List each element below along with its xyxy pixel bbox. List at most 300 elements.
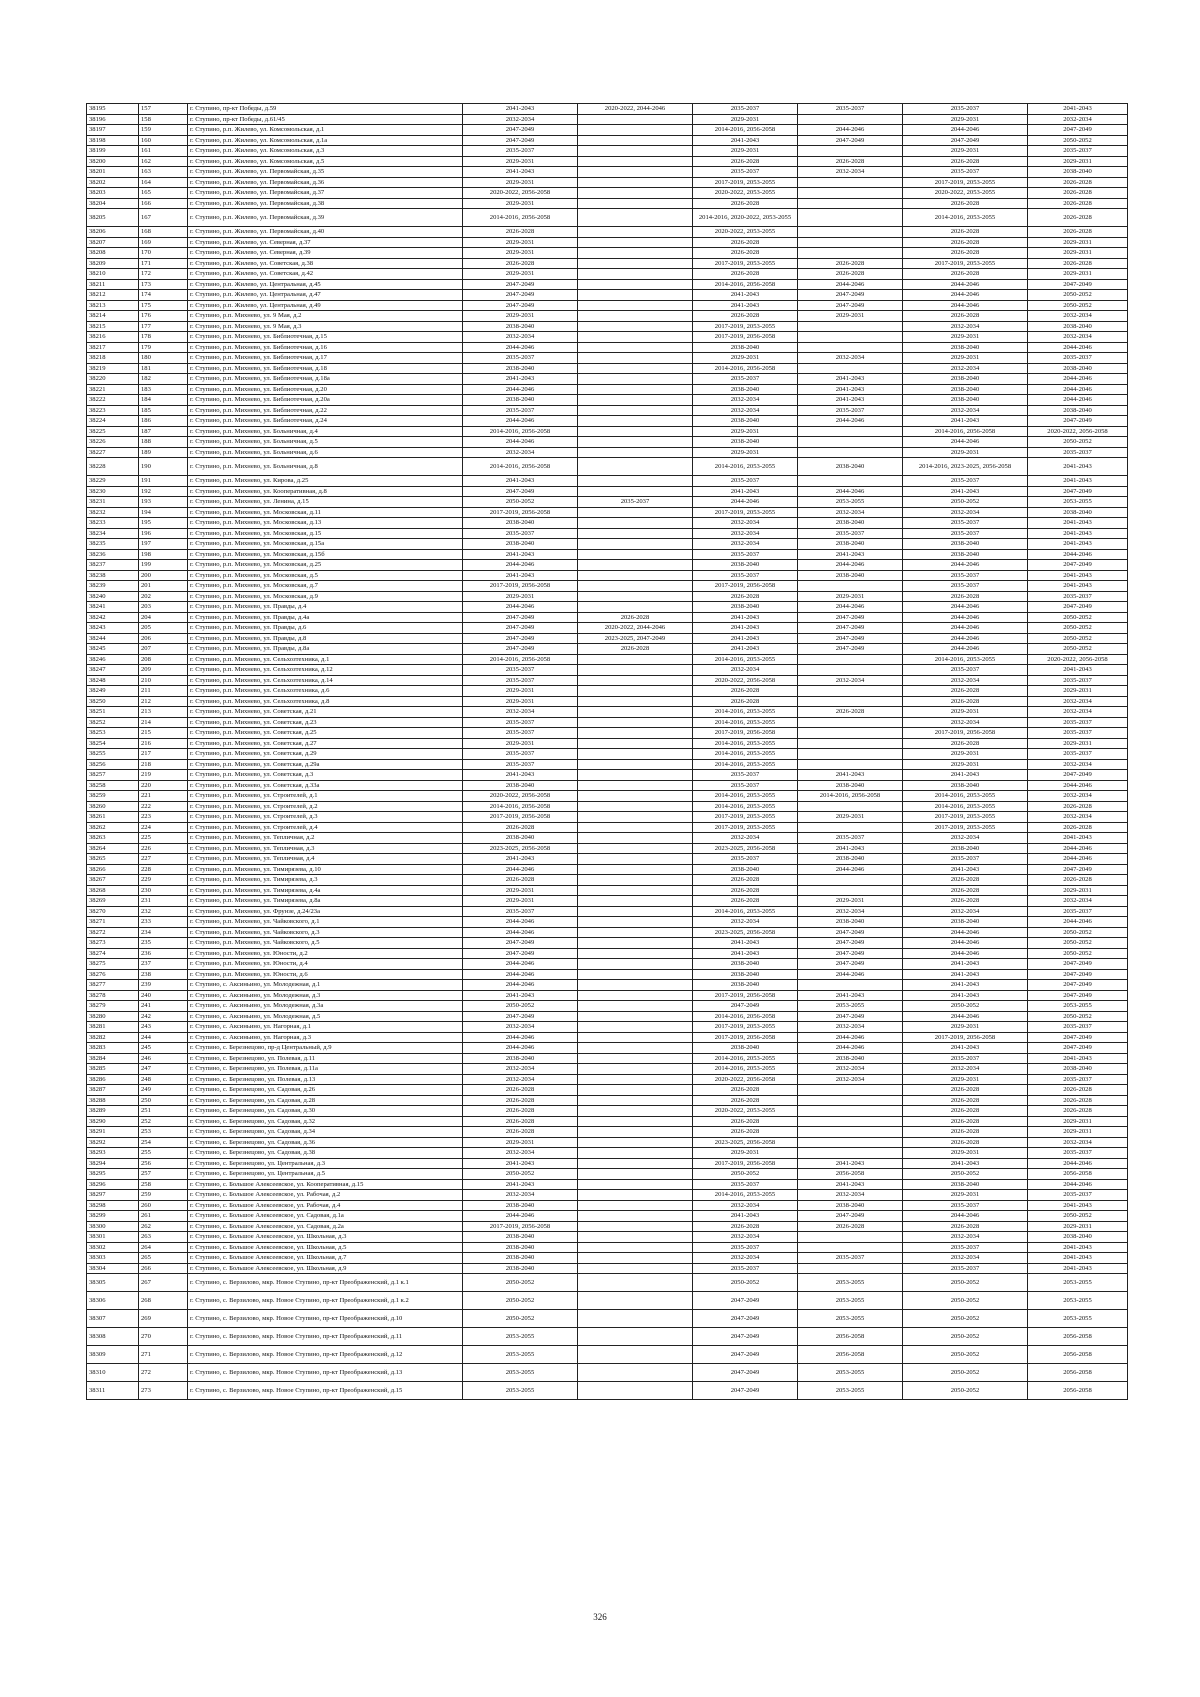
cell-address: г. Ступино, с. Верзилово, мкр. Новое Ступино, пр-кт Преображенский, д.13 bbox=[188, 1364, 463, 1382]
cell-period-5: 2047-2049 bbox=[903, 135, 1028, 146]
cell-row-number: 190 bbox=[139, 458, 188, 476]
cell-period-6: 2029-2031 bbox=[1028, 156, 1128, 167]
table-row bbox=[87, 528, 1128, 539]
cell-period-6: 2038-2040 bbox=[1028, 321, 1128, 332]
cell-row-number: 208 bbox=[139, 654, 188, 665]
cell-period-1: 2026-2028 bbox=[463, 1085, 578, 1096]
cell-period-4 bbox=[798, 717, 903, 728]
cell-period-6: 2038-2040 bbox=[1028, 167, 1128, 178]
cell-period-4: 2038-2040 bbox=[798, 1200, 903, 1211]
cell-row-number: 174 bbox=[139, 290, 188, 301]
cell-address: г. Ступино, с. Большое Алексеевское, ул. Рабочая, д.2 bbox=[188, 1190, 463, 1201]
cell-period-4: 2053-2055 bbox=[798, 497, 903, 508]
cell-registry-number: 38288 bbox=[87, 1095, 139, 1106]
cell-registry-number: 38283 bbox=[87, 1043, 139, 1054]
cell-address: г. Ступино, с. Березнецово, ул. Садовая, д.36 bbox=[188, 1137, 463, 1148]
cell-address: г. Ступино, с. Верзилово, мкр. Новое Ступино, пр-кт Преображенский, д.10 bbox=[188, 1310, 463, 1328]
table-row bbox=[87, 591, 1128, 602]
table-row bbox=[87, 675, 1128, 686]
table-row bbox=[87, 1221, 1128, 1232]
cell-address: г. Ступино, р.п. Михнево, ул. Московская, д.11 bbox=[188, 507, 463, 518]
cell-row-number: 171 bbox=[139, 258, 188, 269]
cell-period-4: 2047-2049 bbox=[798, 1011, 903, 1022]
cell-registry-number: 38280 bbox=[87, 1011, 139, 1022]
cell-period-6: 2026-2028 bbox=[1028, 188, 1128, 199]
cell-period-3: 2026-2028 bbox=[693, 237, 798, 248]
table-row bbox=[87, 864, 1128, 875]
cell-registry-number: 38209 bbox=[87, 258, 139, 269]
cell-row-number: 186 bbox=[139, 416, 188, 427]
cell-registry-number: 38197 bbox=[87, 125, 139, 136]
cell-period-6: 2020-2022, 2056-2058 bbox=[1028, 654, 1128, 665]
cell-registry-number: 38213 bbox=[87, 300, 139, 311]
cell-address: г. Ступино, р.п. Михнево, ул. Больничная, д.6 bbox=[188, 447, 463, 458]
cell-period-3: 2035-2037 bbox=[693, 770, 798, 781]
cell-period-5: 2029-2031 bbox=[903, 707, 1028, 718]
cell-period-2 bbox=[578, 237, 693, 248]
cell-period-6: 2047-2049 bbox=[1028, 486, 1128, 497]
cell-registry-number: 38196 bbox=[87, 114, 139, 125]
cell-period-5: 2035-2037 bbox=[903, 167, 1028, 178]
cell-period-2 bbox=[578, 1074, 693, 1085]
cell-period-4: 2041-2043 bbox=[798, 395, 903, 406]
cell-period-1: 2038-2040 bbox=[463, 321, 578, 332]
cell-period-4: 2032-2034 bbox=[798, 507, 903, 518]
cell-period-3: 2020-2022, 2056-2058 bbox=[693, 1074, 798, 1085]
cell-period-5: 2029-2031 bbox=[903, 759, 1028, 770]
cell-period-6: 2032-2034 bbox=[1028, 896, 1128, 907]
cell-period-3: 2023-2025, 2056-2058 bbox=[693, 1137, 798, 1148]
cell-period-3: 2014-2016, 2053-2055 bbox=[693, 801, 798, 812]
cell-registry-number: 38198 bbox=[87, 135, 139, 146]
cell-row-number: 183 bbox=[139, 384, 188, 395]
cell-period-2 bbox=[578, 416, 693, 427]
cell-address: г. Ступино, р.п. Михнево, ул. Библиотечная, д.20 bbox=[188, 384, 463, 395]
cell-period-5: 2017-2019, 2053-2055 bbox=[903, 258, 1028, 269]
cell-period-3: 2014-2016, 2053-2055 bbox=[693, 749, 798, 760]
cell-period-5: 2044-2046 bbox=[903, 125, 1028, 136]
cell-period-3: 2032-2034 bbox=[693, 1232, 798, 1243]
cell-period-6: 2035-2037 bbox=[1028, 728, 1128, 739]
cell-period-6: 2041-2043 bbox=[1028, 581, 1128, 592]
cell-period-5: 2035-2037 bbox=[903, 581, 1028, 592]
table-row bbox=[87, 539, 1128, 550]
cell-period-2 bbox=[578, 980, 693, 991]
cell-period-3: 2026-2028 bbox=[693, 875, 798, 886]
cell-period-5: 2038-2040 bbox=[903, 374, 1028, 385]
cell-period-5: 2032-2034 bbox=[903, 675, 1028, 686]
cell-period-3: 2038-2040 bbox=[693, 864, 798, 875]
cell-row-number: 240 bbox=[139, 990, 188, 1001]
cell-period-2 bbox=[578, 1043, 693, 1054]
cell-address: г. Ступино, р.п. Михнево, ул. 9 Мая, д.3 bbox=[188, 321, 463, 332]
table-row bbox=[87, 518, 1128, 529]
cell-period-1: 2029-2031 bbox=[463, 738, 578, 749]
cell-period-2: 2026-2028 bbox=[578, 612, 693, 623]
cell-period-1: 2038-2040 bbox=[463, 395, 578, 406]
cell-row-number: 232 bbox=[139, 906, 188, 917]
cell-period-4: 2044-2046 bbox=[798, 864, 903, 875]
cell-period-5: 2035-2037 bbox=[903, 476, 1028, 487]
table-row bbox=[87, 1263, 1128, 1274]
cell-period-5: 2044-2046 bbox=[903, 644, 1028, 655]
cell-period-4 bbox=[798, 1106, 903, 1117]
cell-period-5: 2032-2034 bbox=[903, 1232, 1028, 1243]
table-row bbox=[87, 476, 1128, 487]
cell-period-4: 2047-2049 bbox=[798, 135, 903, 146]
cell-registry-number: 38224 bbox=[87, 416, 139, 427]
cell-period-1: 2041-2043 bbox=[463, 990, 578, 1001]
cell-period-2 bbox=[578, 1274, 693, 1292]
cell-address: г. Ступино, с. Верзилово, мкр. Новое Ступино, пр-кт Преображенский, д.1 к.1 bbox=[188, 1274, 463, 1292]
cell-address: г. Ступино, пр-кт Победы, д.61/45 bbox=[188, 114, 463, 125]
table-row bbox=[87, 1169, 1128, 1180]
cell-row-number: 215 bbox=[139, 728, 188, 739]
cell-address: г. Ступино, р.п. Михнево, ул. Кооперативная, д.8 bbox=[188, 486, 463, 497]
cell-period-4: 2035-2037 bbox=[798, 104, 903, 115]
cell-registry-number: 38272 bbox=[87, 927, 139, 938]
cell-address: г. Ступино, с. Аксиньино, ул. Нагорная, д.1 bbox=[188, 1022, 463, 1033]
cell-period-5: 2050-2052 bbox=[903, 1328, 1028, 1346]
cell-period-2: 2023-2025, 2047-2049 bbox=[578, 633, 693, 644]
cell-period-5: 2035-2037 bbox=[903, 104, 1028, 115]
cell-period-6: 2044-2046 bbox=[1028, 374, 1128, 385]
cell-row-number: 173 bbox=[139, 279, 188, 290]
cell-period-1: 2044-2046 bbox=[463, 416, 578, 427]
cell-registry-number: 38254 bbox=[87, 738, 139, 749]
table-row bbox=[87, 560, 1128, 571]
cell-row-number: 185 bbox=[139, 405, 188, 416]
cell-period-4: 2026-2028 bbox=[798, 269, 903, 280]
cell-address: г. Ступино, с. Березнецово, ул. Садовая, д.38 bbox=[188, 1148, 463, 1159]
cell-period-1: 2041-2043 bbox=[463, 104, 578, 115]
cell-period-6: 2047-2049 bbox=[1028, 770, 1128, 781]
cell-period-5: 2032-2034 bbox=[903, 321, 1028, 332]
cell-address: г. Ступино, р.п. Жилево, ул. Центральная, д.47 bbox=[188, 290, 463, 301]
cell-period-6: 2047-2049 bbox=[1028, 959, 1128, 970]
cell-period-2 bbox=[578, 1106, 693, 1117]
cell-registry-number: 38201 bbox=[87, 167, 139, 178]
cell-period-3: 2038-2040 bbox=[693, 560, 798, 571]
cell-period-6: 2047-2049 bbox=[1028, 560, 1128, 571]
cell-period-3: 2014-2016, 2020-2022, 2053-2055 bbox=[693, 209, 798, 227]
cell-period-4 bbox=[798, 1263, 903, 1274]
table-row bbox=[87, 654, 1128, 665]
cell-registry-number: 38239 bbox=[87, 581, 139, 592]
cell-period-6: 2053-2055 bbox=[1028, 1274, 1128, 1292]
cell-period-4 bbox=[798, 342, 903, 353]
cell-period-2 bbox=[578, 135, 693, 146]
cell-period-6: 2047-2049 bbox=[1028, 602, 1128, 613]
cell-row-number: 222 bbox=[139, 801, 188, 812]
cell-registry-number: 38205 bbox=[87, 209, 139, 227]
cell-period-3: 2032-2034 bbox=[693, 665, 798, 676]
cell-period-3: 2014-2016, 2053-2055 bbox=[693, 707, 798, 718]
table-row bbox=[87, 1190, 1128, 1201]
cell-row-number: 219 bbox=[139, 770, 188, 781]
table-row bbox=[87, 696, 1128, 707]
cell-period-6: 2056-2058 bbox=[1028, 1382, 1128, 1400]
cell-period-6: 2050-2052 bbox=[1028, 290, 1128, 301]
cell-registry-number: 38203 bbox=[87, 188, 139, 199]
cell-address: г. Ступино, р.п. Михнево, ул. Сельхозтехника, д.1 bbox=[188, 654, 463, 665]
cell-period-6: 2035-2037 bbox=[1028, 591, 1128, 602]
cell-row-number: 259 bbox=[139, 1190, 188, 1201]
cell-period-1: 2053-2055 bbox=[463, 1346, 578, 1364]
cell-period-6: 2050-2052 bbox=[1028, 1211, 1128, 1222]
cell-address: г. Ступино, р.п. Жилево, ул. Комсомольская, д.3 bbox=[188, 146, 463, 157]
cell-period-6: 2050-2052 bbox=[1028, 948, 1128, 959]
cell-registry-number: 38222 bbox=[87, 395, 139, 406]
cell-period-4 bbox=[798, 437, 903, 448]
cell-period-6: 2038-2040 bbox=[1028, 507, 1128, 518]
cell-row-number: 272 bbox=[139, 1364, 188, 1382]
cell-period-4: 2053-2055 bbox=[798, 1274, 903, 1292]
cell-registry-number: 38304 bbox=[87, 1263, 139, 1274]
cell-registry-number: 38255 bbox=[87, 749, 139, 760]
cell-row-number: 262 bbox=[139, 1221, 188, 1232]
cell-period-4: 2047-2049 bbox=[798, 623, 903, 634]
cell-period-5: 2026-2028 bbox=[903, 1127, 1028, 1138]
cell-period-2 bbox=[578, 728, 693, 739]
cell-registry-number: 38228 bbox=[87, 458, 139, 476]
cell-period-2 bbox=[578, 405, 693, 416]
cell-period-1: 2029-2031 bbox=[463, 896, 578, 907]
cell-period-5: 2035-2037 bbox=[903, 1263, 1028, 1274]
cell-registry-number: 38240 bbox=[87, 591, 139, 602]
table-row bbox=[87, 759, 1128, 770]
cell-period-3: 2050-2052 bbox=[693, 1169, 798, 1180]
cell-period-1: 2050-2052 bbox=[463, 1001, 578, 1012]
cell-period-4: 2038-2040 bbox=[798, 570, 903, 581]
table-row bbox=[87, 125, 1128, 136]
cell-period-5: 2041-2043 bbox=[903, 770, 1028, 781]
cell-period-4: 2032-2034 bbox=[798, 675, 903, 686]
table-row bbox=[87, 177, 1128, 188]
cell-row-number: 238 bbox=[139, 969, 188, 980]
cell-address: г. Ступино, с. Верзилово, мкр. Новое Ступино, пр-кт Преображенский, д.11 bbox=[188, 1328, 463, 1346]
cell-period-5: 2044-2046 bbox=[903, 279, 1028, 290]
cell-period-2 bbox=[578, 486, 693, 497]
cell-period-2 bbox=[578, 125, 693, 136]
cell-period-5: 2038-2040 bbox=[903, 917, 1028, 928]
cell-period-5: 2026-2028 bbox=[903, 591, 1028, 602]
cell-period-5: 2029-2031 bbox=[903, 447, 1028, 458]
cell-period-4 bbox=[798, 654, 903, 665]
cell-address: г. Ступино, с. Березнецово, пр-д Центральный, д.9 bbox=[188, 1043, 463, 1054]
cell-period-3: 2047-2049 bbox=[693, 1382, 798, 1400]
cell-period-4: 2053-2055 bbox=[798, 1310, 903, 1328]
cell-period-6: 2044-2046 bbox=[1028, 1179, 1128, 1190]
cell-registry-number: 38265 bbox=[87, 854, 139, 865]
cell-period-2 bbox=[578, 227, 693, 238]
cell-row-number: 204 bbox=[139, 612, 188, 623]
cell-period-2 bbox=[578, 447, 693, 458]
cell-period-1: 2032-2034 bbox=[463, 1064, 578, 1075]
cell-row-number: 198 bbox=[139, 549, 188, 560]
cell-address: г. Ступино, р.п. Михнево, ул. Юности, д.2 bbox=[188, 948, 463, 959]
cell-address: г. Ступино, р.п. Михнево, ул. Юности, д.4 bbox=[188, 959, 463, 970]
cell-period-4 bbox=[798, 665, 903, 676]
cell-period-3: 2032-2034 bbox=[693, 1200, 798, 1211]
cell-period-3: 2047-2049 bbox=[693, 1292, 798, 1310]
cell-period-6: 2041-2043 bbox=[1028, 518, 1128, 529]
cell-period-5: 2044-2046 bbox=[903, 938, 1028, 949]
cell-row-number: 210 bbox=[139, 675, 188, 686]
cell-registry-number: 38306 bbox=[87, 1292, 139, 1310]
cell-registry-number: 38287 bbox=[87, 1085, 139, 1096]
cell-period-1: 2038-2040 bbox=[463, 518, 578, 529]
cell-period-3: 2041-2043 bbox=[693, 290, 798, 301]
cell-period-2 bbox=[578, 1382, 693, 1400]
cell-period-3: 2017-2019, 2056-2058 bbox=[693, 332, 798, 343]
cell-period-5: 2032-2034 bbox=[903, 363, 1028, 374]
cell-period-5: 2026-2028 bbox=[903, 896, 1028, 907]
table-row bbox=[87, 426, 1128, 437]
cell-period-2 bbox=[578, 1211, 693, 1222]
cell-period-6: 2029-2031 bbox=[1028, 237, 1128, 248]
table-row bbox=[87, 770, 1128, 781]
cell-registry-number: 38244 bbox=[87, 633, 139, 644]
cell-registry-number: 38261 bbox=[87, 812, 139, 823]
cell-registry-number: 38200 bbox=[87, 156, 139, 167]
cell-address: г. Ступино, р.п. Михнево, ул. Сельхозтехника, д.14 bbox=[188, 675, 463, 686]
cell-row-number: 159 bbox=[139, 125, 188, 136]
cell-period-5: 2044-2046 bbox=[903, 1011, 1028, 1022]
cell-row-number: 211 bbox=[139, 686, 188, 697]
cell-period-1: 2041-2043 bbox=[463, 1179, 578, 1190]
cell-period-4: 2032-2034 bbox=[798, 1064, 903, 1075]
cell-period-4: 2038-2040 bbox=[798, 780, 903, 791]
cell-period-1: 2029-2031 bbox=[463, 269, 578, 280]
cell-period-3: 2029-2031 bbox=[693, 353, 798, 364]
table-row bbox=[87, 665, 1128, 676]
cell-row-number: 227 bbox=[139, 854, 188, 865]
cell-period-1: 2044-2046 bbox=[463, 917, 578, 928]
cell-period-5: 2020-2022, 2053-2055 bbox=[903, 188, 1028, 199]
cell-period-3: 2050-2052 bbox=[693, 1274, 798, 1292]
cell-period-3: 2041-2043 bbox=[693, 633, 798, 644]
cell-period-6: 2032-2034 bbox=[1028, 791, 1128, 802]
cell-period-3: 2041-2043 bbox=[693, 486, 798, 497]
table-row bbox=[87, 227, 1128, 238]
table-row bbox=[87, 279, 1128, 290]
cell-registry-number: 38268 bbox=[87, 885, 139, 896]
cell-period-5: 2050-2052 bbox=[903, 1292, 1028, 1310]
table-row bbox=[87, 969, 1128, 980]
cell-address: г. Ступино, р.п. Михнево, ул. Библиотечная, д.15 bbox=[188, 332, 463, 343]
cell-period-6: 2044-2046 bbox=[1028, 395, 1128, 406]
cell-registry-number: 38295 bbox=[87, 1169, 139, 1180]
cell-period-3: 2044-2046 bbox=[693, 497, 798, 508]
table-row bbox=[87, 738, 1128, 749]
cell-registry-number: 38298 bbox=[87, 1200, 139, 1211]
table-row bbox=[87, 507, 1128, 518]
cell-period-2 bbox=[578, 917, 693, 928]
cell-period-3: 2026-2028 bbox=[693, 311, 798, 322]
cell-period-1: 2029-2031 bbox=[463, 885, 578, 896]
cell-address: г. Ступино, с. Верзилово, мкр. Новое Ступино, пр-кт Преображенский, д.1 к.2 bbox=[188, 1292, 463, 1310]
cell-period-6: 2038-2040 bbox=[1028, 1064, 1128, 1075]
cell-period-2 bbox=[578, 1346, 693, 1364]
cell-address: г. Ступино, с. Березнецово, ул. Полевая, д.11а bbox=[188, 1064, 463, 1075]
cell-period-3: 2014-2016, 2056-2058 bbox=[693, 125, 798, 136]
cell-address: г. Ступино, р.п. Михнево, ул. Сельхозтехника, д.8 bbox=[188, 696, 463, 707]
cell-period-1: 2017-2019, 2056-2058 bbox=[463, 581, 578, 592]
cell-registry-number: 38285 bbox=[87, 1064, 139, 1075]
cell-period-3: 2029-2031 bbox=[693, 146, 798, 157]
cell-period-6: 2038-2040 bbox=[1028, 1232, 1128, 1243]
cell-period-1: 2038-2040 bbox=[463, 780, 578, 791]
cell-period-6: 2032-2034 bbox=[1028, 1137, 1128, 1148]
cell-period-4: 2026-2028 bbox=[798, 1221, 903, 1232]
cell-period-1: 2053-2055 bbox=[463, 1382, 578, 1400]
cell-address: г. Ступино, р.п. Жилево, ул. Северная, д.39 bbox=[188, 248, 463, 259]
cell-row-number: 194 bbox=[139, 507, 188, 518]
cell-period-1: 2041-2043 bbox=[463, 167, 578, 178]
cell-registry-number: 38293 bbox=[87, 1148, 139, 1159]
cell-registry-number: 38266 bbox=[87, 864, 139, 875]
cell-period-2 bbox=[578, 290, 693, 301]
cell-period-1: 2026-2028 bbox=[463, 822, 578, 833]
cell-period-4 bbox=[798, 696, 903, 707]
table-row bbox=[87, 156, 1128, 167]
table-row bbox=[87, 167, 1128, 178]
cell-period-5: 2014-2016, 2053-2055 bbox=[903, 801, 1028, 812]
table-row bbox=[87, 843, 1128, 854]
cell-period-5: 2014-2016, 2053-2055 bbox=[903, 654, 1028, 665]
cell-period-4: 2053-2055 bbox=[798, 1382, 903, 1400]
table-row bbox=[87, 188, 1128, 199]
cell-address: г. Ступино, с. Березнецово, ул. Садовая, д.30 bbox=[188, 1106, 463, 1117]
table-row bbox=[87, 416, 1128, 427]
cell-registry-number: 38299 bbox=[87, 1211, 139, 1222]
cell-registry-number: 38297 bbox=[87, 1190, 139, 1201]
cell-period-6: 2026-2028 bbox=[1028, 801, 1128, 812]
cell-period-2 bbox=[578, 1053, 693, 1064]
cell-period-3: 2035-2037 bbox=[693, 1263, 798, 1274]
cell-registry-number: 38210 bbox=[87, 269, 139, 280]
cell-period-6: 2050-2052 bbox=[1028, 623, 1128, 634]
cell-period-1: 2035-2037 bbox=[463, 146, 578, 157]
table-row bbox=[87, 269, 1128, 280]
cell-row-number: 216 bbox=[139, 738, 188, 749]
cell-period-2 bbox=[578, 560, 693, 571]
cell-period-3: 2035-2037 bbox=[693, 167, 798, 178]
cell-period-6: 2029-2031 bbox=[1028, 269, 1128, 280]
cell-period-2 bbox=[578, 686, 693, 697]
cell-period-3: 2014-2016, 2056-2058 bbox=[693, 1011, 798, 1022]
cell-period-3: 2032-2034 bbox=[693, 518, 798, 529]
cell-period-3: 2035-2037 bbox=[693, 570, 798, 581]
cell-registry-number: 38276 bbox=[87, 969, 139, 980]
table-row bbox=[87, 135, 1128, 146]
cell-period-3: 2014-2016, 2053-2055 bbox=[693, 717, 798, 728]
cell-period-5: 2041-2043 bbox=[903, 969, 1028, 980]
cell-registry-number: 38292 bbox=[87, 1137, 139, 1148]
cell-row-number: 172 bbox=[139, 269, 188, 280]
cell-period-2 bbox=[578, 188, 693, 199]
cell-row-number: 161 bbox=[139, 146, 188, 157]
cell-period-6: 2053-2055 bbox=[1028, 497, 1128, 508]
cell-period-1: 2026-2028 bbox=[463, 1106, 578, 1117]
cell-period-1: 2035-2037 bbox=[463, 665, 578, 676]
cell-period-2 bbox=[578, 833, 693, 844]
cell-period-5: 2041-2043 bbox=[903, 990, 1028, 1001]
cell-period-1: 2029-2031 bbox=[463, 156, 578, 167]
cell-period-4 bbox=[798, 321, 903, 332]
table-row bbox=[87, 146, 1128, 157]
